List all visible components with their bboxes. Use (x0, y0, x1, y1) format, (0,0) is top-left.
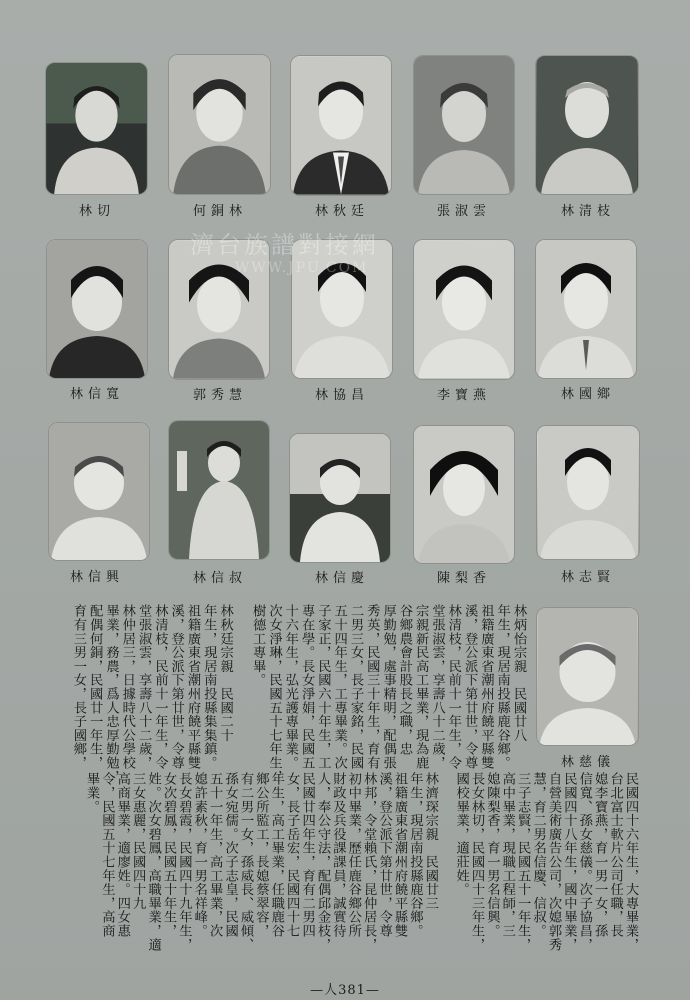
text-column: 溪，登公派下第廿世，令尊 (168, 604, 184, 770)
text-column: 樹德工專畢。 (250, 604, 266, 687)
text-column: 民國四十八年生，國中畢業， (561, 772, 577, 952)
photo-caption: 何銅林 (192, 204, 248, 219)
photo-caption: 林慈儀 (560, 755, 616, 770)
text-column: 育有三男一女，長子國鄉， (70, 604, 86, 770)
portrait-photo (537, 608, 638, 745)
text-column: 國校畢業，適莊姓。 (453, 772, 469, 897)
text-column: 三女惠麗，民國四十九 (130, 772, 146, 910)
text-column: 谷鄉農會計股長之職，忠 (396, 604, 412, 756)
photo-caption: 林信慶 (314, 571, 370, 586)
text-column: 年生，現居南投縣鹿谷鄉。 (494, 604, 510, 770)
portrait-photo (169, 421, 269, 559)
text-column: 人，奉公守法，配偶邱金枝， (315, 772, 330, 952)
portrait-photo (537, 426, 639, 559)
text-column: 女，長子岳宏，民國四十七 (284, 772, 300, 938)
text-column: 祖籍廣東省潮州府饒平縣雙 (185, 604, 200, 770)
portrait-photo (414, 56, 514, 194)
photo-caption: 林信寬 (69, 387, 125, 402)
text-column: 高商畢業，適廖姓。四女惠 (114, 772, 130, 938)
text-column: 三子志賢，民國五十一年生， (515, 772, 531, 952)
text-column: 年生，現居南投縣集集鎮。 (201, 604, 217, 770)
text-column: 長女碧霞，民國四十九年生， (176, 772, 192, 952)
text-column: 林清枝，民前十一年生，令 (152, 604, 168, 770)
text-column: 民國廿四年生，育有二男四 (299, 772, 315, 938)
text-column: 次女淨琳，民國五十七年生， (266, 604, 282, 784)
watermark-url: WWW.JPU.COM (235, 260, 369, 276)
text-column: 孫女宛儒。次子志皇，民國 (222, 772, 238, 938)
text-column: 厚勤勉，處事精明，配偶張 (380, 604, 396, 770)
text-column: 宗親新民高工畢業，現為鹿 (413, 604, 429, 770)
portrait-photo (291, 56, 391, 195)
text-column: 年生，高工畢業，任職鹿谷 (268, 772, 284, 938)
text-column: 秀英，民國三十年生，育有 (364, 604, 380, 770)
text-column: 令，民國五十七年生，高商 (99, 772, 115, 938)
text-column: 高中畢業，現職工程師，三 (499, 772, 515, 938)
text-column: 媳陳梨香，育一男名信興。 (484, 772, 500, 938)
photo-caption: 林志賢 (560, 570, 616, 585)
text-column: 媳李寶燕，育一男一女，孫 (592, 772, 608, 938)
text-column: 五十一年生，高工畢業，次 (207, 772, 223, 938)
portrait-photo (47, 240, 147, 378)
text-column: 民國四十六年生，大專畢業， (623, 772, 638, 952)
text-column: 林秋廷宗親 民國二十 (217, 604, 233, 742)
photo-caption: 郭秀慧 (192, 388, 248, 403)
text-column: 初中畢業，歷任鹿谷鄉公所 (345, 772, 361, 938)
text-column: 配偶何銅，民國廿一年生， (87, 604, 103, 770)
text-column: 畢業，務農，爲人忠厚勤勉， (103, 604, 119, 784)
photo-caption: 陳梨香 (436, 571, 492, 586)
portrait-photo (414, 426, 514, 563)
text-column: 姓。次女碧鳳，高職畢業，適 (145, 772, 161, 952)
text-column: 台北富士軟片公司任職，長 (607, 772, 623, 938)
portrait-photo (290, 434, 390, 562)
photo-caption: 林國鄉 (560, 387, 616, 402)
text-column: 五十四年生，工專畢業。次 (331, 604, 347, 770)
photo-caption: 林信興 (69, 570, 125, 585)
text-column: 林濟琛宗親 民國廿三 (422, 772, 438, 910)
photo-caption: 林切 (78, 204, 116, 219)
text-column: 祖籍廣東省潮州府饒平縣雙 (478, 604, 494, 770)
text-column: 溪，登公派下第廿世，令尊 (376, 772, 392, 938)
portrait-photo (49, 423, 149, 560)
text-column: 二男三女，長子家銘，民國 (348, 604, 363, 770)
text-column: 子家正，民國六十年生，工 (315, 604, 331, 770)
portrait-photo (414, 240, 514, 379)
text-column: 鄉公所監工，長媳蔡翠容， (253, 772, 269, 938)
text-column: 媳許素秋，育一男名祥峰。 (191, 772, 207, 938)
photo-caption: 李寶燕 (436, 388, 492, 403)
text-column: 財政及兵役課課員，誠實待 (330, 772, 346, 938)
text-column: 祖籍廣東省潮州府饒平縣雙 (392, 772, 407, 938)
text-column: 十六年生，弘光護專畢業。 (282, 604, 298, 770)
text-column: 專在學。長女淨娟，民國五 (299, 604, 315, 770)
text-column: 年生，現居南投縣鹿谷鄉。 (407, 772, 423, 938)
photo-caption: 林協昌 (314, 388, 370, 403)
portrait-photo (536, 56, 638, 194)
page-number: —人381— (310, 983, 380, 998)
watermark: 濟台族譜對接網 (190, 231, 379, 259)
text-column: 林炳怡宗親 民國廿八 (511, 604, 526, 742)
text-column: 林仲居三，日據時代公學校 (119, 604, 135, 770)
photo-caption: 林秋廷 (314, 204, 370, 219)
text-column: 林清枝，民前十一年生，令 (445, 604, 461, 770)
photo-caption: 張淑雲 (436, 204, 492, 219)
text-column: 堂張淑雲，享壽八十二歲， (429, 604, 445, 770)
photo-caption: 林清枝 (560, 204, 616, 219)
text-column: 慧，育二男名信慶、信叔。 (530, 772, 546, 938)
text-column: 堂張淑雲，享壽八十二歲， (136, 604, 152, 770)
text-column: 林邦，令堂賴氏，昆仲居長， (361, 772, 377, 952)
text-column: 自營美術廣告公司，次媳郭秀 (546, 772, 561, 952)
text-column: 溪，登公派下第廿世，令尊 (462, 604, 478, 770)
portrait-photo (169, 55, 270, 194)
portrait-photo (46, 63, 147, 194)
text-column: 信寬、孫女慈儀。次子協昌， (576, 772, 592, 952)
text-column: 女次碧鳳，民國五十年生， (161, 772, 176, 938)
text-column: 長女林切，民國四十三年生， (469, 772, 484, 952)
portrait-photo (536, 240, 636, 378)
photo-caption: 林信叔 (192, 571, 248, 586)
text-column: 畢業。 (84, 772, 99, 814)
text-column: 有二男一女，孫威長、威傾、 (238, 772, 253, 952)
